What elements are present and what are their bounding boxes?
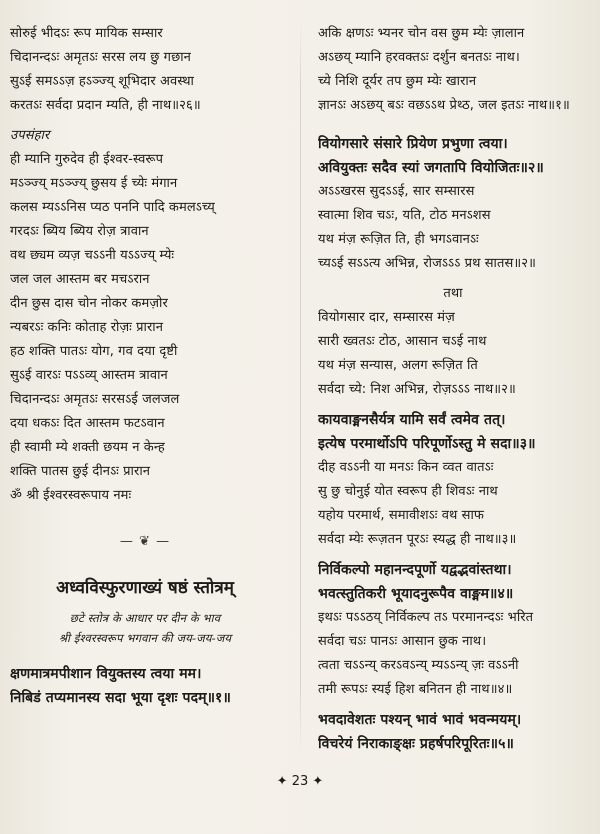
- text-line: सु छु चोनुई योत स्वरूप ही शिवऽः नाथ: [318, 484, 498, 499]
- text-line: यथ मंज़ रूज़ित ति, ही भगऽवानऽः: [318, 232, 479, 247]
- text-line: दीन छुस दास चोन नोकर कमज़ोर: [10, 296, 168, 311]
- sanskrit-line: निर्विकल्पो महानन्दपूर्णो यद्वद्भवांस्तथा।: [318, 562, 512, 578]
- page-number: 23: [291, 774, 309, 789]
- upasamhara-block: [10, 148, 280, 508]
- text-line: ही म्यानि गुरुदेव ही ईश्वर-स्वरूप: [10, 152, 164, 167]
- text-line: च्ये निशि दूर्यर तप छुम म्येः खारान: [318, 74, 477, 89]
- ornament-divider: — ❦ —: [119, 534, 171, 549]
- text-line: दया धकऽः दित आस्तम फटऽवान: [10, 416, 165, 431]
- text-line: वथ छ्यम व्यज़ चऽऽनी यऽऽज्य् म्येः: [10, 248, 175, 263]
- text-line: करतऽः सर्वदा प्रदान म्यति, ही नाथ॥२६॥: [10, 98, 201, 113]
- text-line: दीह वऽऽनी या मनऽः किन व्वत वातऽः: [318, 460, 494, 475]
- sanskrit-line: निबिडं तप्यमानस्य सदा भूया दृशः पदम्॥१॥: [10, 690, 231, 706]
- text-line: गरदऽः ब्यिय ब्यिय रोज़ त्रावान: [10, 224, 149, 239]
- text-line: ही स्वामी म्ये शक्ती छयम न केन्ह: [10, 440, 165, 455]
- text-line: अऽऽखरस सुदऽऽई, सार सम्सारस: [318, 184, 475, 199]
- right-column: [318, 22, 588, 756]
- text-line: चिदानन्दऽः अमृतऽः सरस लय छु गछान: [10, 50, 191, 65]
- sanskrit-verse-4: [318, 558, 588, 606]
- sanskrit-line: वियोगसारे संसारे प्रियेण प्रभुणा त्वया।: [318, 136, 508, 152]
- text-line: सुऽई समऽऽज़ हऽञ्ज्य् शूभिदार अवस्था: [10, 74, 195, 89]
- kashmiri-verse-3: [318, 306, 588, 402]
- stotra-subtitle: छटे स्तोत्र के आधार पर दीन के भाव: [69, 611, 221, 625]
- tatha-label: तथा: [443, 286, 463, 301]
- sanskrit-line: भवदावेशतः पश्यन् भावं भावं भवन्मयम्।: [318, 712, 522, 728]
- text-line: मऽञ्ज्य् मऽञ्ज्य् छुसय ई च्येः मंगान: [10, 176, 178, 191]
- sanskrit-verse-3: [318, 408, 588, 456]
- text-line: वियोगसार दार, सम्सारस मंज़: [318, 310, 455, 325]
- stotra-subtitle: श्री ईश्वरस्वरूप भगवान की जय-जय-जय: [58, 631, 232, 645]
- verse-end-block: [10, 22, 280, 118]
- sanskrit-line: इत्येष परमार्थोऽपि परिपूर्णोऽस्तु मे सदा॥३॥: [318, 436, 536, 452]
- sanskrit-line: कायवाङ्मनसैर्यत्र यामि सर्वं त्वमेव तत्।: [318, 412, 506, 428]
- text-line: ॐ श्री ईश्वरस्वरूपाय नमः: [10, 488, 132, 503]
- text-line: हठ शक्ति पातऽः योग, गव दया दृष्टी: [10, 344, 178, 359]
- text-line: चिदानन्दऽः अमृतऽः सरसऽई जलजल: [10, 392, 180, 407]
- sanskrit-verse-5: [318, 708, 588, 756]
- left-column: [10, 22, 280, 710]
- sanskrit-verse-1: [10, 662, 280, 710]
- text-line: जल जल आस्तम बर मचऽरान: [10, 272, 150, 287]
- sanskrit-verse-2: [318, 132, 588, 180]
- text-line: कलस म्यऽऽनिस प्यठ पननि पादि कमलऽच्य्: [10, 200, 215, 215]
- text-line: इथऽः पऽऽठय् निर्विकल्प तऽ परमानन्दऽः भरित: [318, 610, 534, 625]
- text-line: स्वात्मा शिव चऽः, यति, टोठ मनऽशस: [318, 208, 491, 223]
- text-line: शक्ति पातस छुई दीनऽः प्रारान: [10, 464, 151, 479]
- text-line: च्यऽई सऽऽत्य अभिन्न, रोजऽऽऽ प्रथ सातस॥२॥: [318, 256, 537, 271]
- text-line: अकि क्षणऽः भ्यनर चोन वस छुम म्येः ज़ालान: [318, 26, 525, 41]
- text-line: यथ मंज़ सन्यास, अलग रूज़ित ति: [318, 358, 478, 373]
- text-line: न्यबरऽः कनिः कोताह रोज़ः प्रारान: [10, 320, 164, 335]
- kashmiri-verse-4: [318, 456, 588, 552]
- upasamhara-heading: उपसंहार: [10, 128, 50, 143]
- text-line: सर्वदा म्येः रूज़तन पूरऽः स्यद्ध ही नाथ॥३॥: [318, 532, 517, 547]
- sanskrit-line: अवियुक्तः सदैव स्यां जगतापि वियोजितः॥२॥: [318, 160, 544, 176]
- sanskrit-line: क्षणमात्रमपीशान वियुक्तस्य त्वया मम।: [10, 666, 202, 682]
- text-line: यहोय परमार्थ, समावीशऽः वथ साफ: [318, 508, 485, 523]
- kashmiri-verse-5: [318, 606, 588, 702]
- star-ornament-icon: ✦: [276, 774, 288, 789]
- text-line: सारी ख्वतऽः टोठ, आसान चऽई नाथ: [318, 334, 487, 349]
- page-footer: [0, 770, 600, 794]
- text-line: ज्ञानऽः अऽछय् बऽः वछऽऽथ प्रेथ्ठ, जल इतऽः नाथ॥१॥: [318, 98, 570, 113]
- sanskrit-line: विचरेयं निराकाङ्क्षः प्रहर्षपरिपूरितः॥५॥: [318, 736, 514, 752]
- text-line: सुऽई वारऽः पऽऽव्य् आस्तम त्रावान: [10, 368, 168, 383]
- sanskrit-line: भवत्स्तुतिकरी भूयादनुरूपैव वाङ्मम॥४॥: [318, 586, 514, 602]
- column-divider: [300, 16, 301, 756]
- text-line: त्वता चऽऽन्य् करऽवऽन्य् म्यऽऽन्य् ज़ः वऽऽनी: [318, 658, 519, 673]
- text-line: सोरुई भीदऽः रूप मायिक सम्सार: [10, 26, 163, 41]
- text-line: सर्वदा चऽः पानऽः आसान छुक नाथ।: [318, 634, 487, 649]
- text-line: तमी रूपऽः स्यई हिश बनितन ही नाथ॥४॥: [318, 682, 513, 697]
- kashmiri-verse-2: [318, 180, 588, 276]
- text-line: अऽछय् म्यानि हरवक्तऽः दर्शुन बनतऽः नाथ।: [318, 50, 520, 65]
- stotra-title: अध्वविस्फुरणाख्यं षष्ठं स्तोत्रम्: [56, 578, 234, 598]
- text-line: सर्वदा च्ये: निश अभिन्न, रोज़ऽऽऽ नाथ॥२॥: [318, 382, 516, 397]
- star-ornament-icon: ✦: [312, 774, 324, 789]
- kashmiri-verse-1: [318, 22, 588, 118]
